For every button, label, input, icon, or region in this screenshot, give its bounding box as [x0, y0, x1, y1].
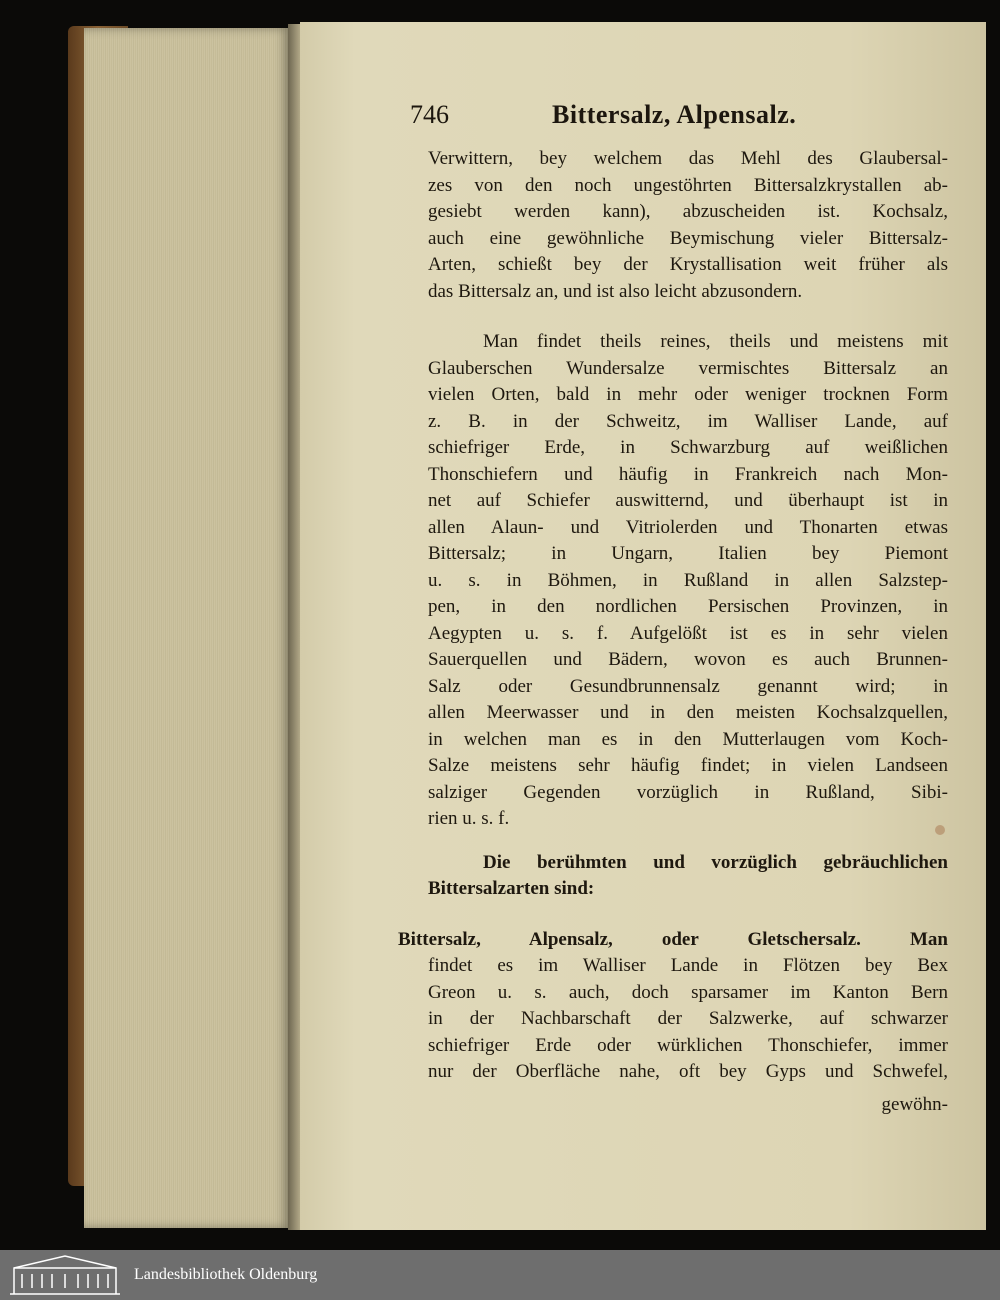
page-number: 746	[410, 100, 449, 129]
text-line: vielen Orten, bald in mehr oder weniger trocknen Form	[428, 384, 948, 405]
text-line: Greon u. s. auch, doch sparsamer im Kanton Bern	[428, 981, 948, 1003]
entry-bittersalz	[398, 927, 948, 1086]
text-line: in der Nachbarschaft der Salzwerke, auf schwarzer	[428, 1008, 948, 1029]
page-edges	[84, 28, 290, 1228]
text-line: Bittersalz; in Ungarn, Italien bey Piemont	[428, 543, 948, 564]
text-line: Man findet theils reines, theils und meistens mit	[483, 331, 948, 352]
text-line: u. s. in Böhmen, in Rußland in allen Salzstep-	[428, 569, 948, 591]
text-line: gesiebt werden kann), abzuscheiden ist. Kochsalz,	[428, 201, 948, 222]
text-line: schiefriger Erde, in Schwarzburg auf weißlichen	[428, 437, 948, 458]
text-line: nur der Oberfläche nahe, oft bey Gyps und Schwefel,	[428, 1061, 948, 1082]
text-line: salziger Gegenden vorzüglich in Rußland, Sibi-	[428, 781, 948, 803]
running-head: Bittersalz, Alpensalz.	[552, 100, 797, 129]
text-line: rien u. s. f.	[428, 808, 510, 829]
text-line: zes von den noch ungestöhrten Bittersalzkrystallen ab-	[428, 174, 948, 196]
text-line: allen Meerwasser und in den meisten Kochsalzquellen,	[428, 702, 948, 723]
library-building-logo-icon	[8, 1254, 122, 1296]
text-line: z. B. in der Schweitz, im Walliser Lande, auf	[428, 410, 948, 432]
paragraph-1	[428, 146, 948, 305]
page-header	[410, 100, 950, 134]
text-line: Verwittern, bey welchem das Mehl des Glaubersal-	[428, 148, 948, 169]
text-line: das Bittersalz an, und ist also leicht abzusondern.	[428, 280, 803, 302]
text-line: auch eine gewöhnliche Beymischung vieler Bittersalz-	[428, 227, 948, 249]
text-line: Die berühmten und vorzüglich gebräuchlichen	[483, 851, 948, 873]
text-line: net auf Schiefer auswitternd, und überhaupt ist in	[428, 490, 948, 511]
footer-bar	[0, 1250, 1000, 1300]
text-line: Salze meistens sehr häufig findet; in vielen Landseen	[428, 755, 948, 776]
text-line: Bittersalzarten sind:	[428, 878, 595, 899]
library-name: Landesbibliothek Oldenburg	[134, 1266, 318, 1283]
catchword: gewöhn-	[881, 1093, 948, 1115]
text-line: Arten, schießt bey der Krystallisation weit früher als	[428, 254, 948, 275]
text-line: in welchen man es in den Mutterlaugen vom Koch-	[428, 728, 948, 750]
entry-heading-line: Bittersalz, Alpensalz, oder Gletschersalz. Man	[398, 928, 948, 950]
text-line: Sauerquellen und Bädern, wovon es auch Brunnen-	[428, 649, 948, 670]
text-line: Thonschiefern und häufig in Frankreich nach Mon-	[428, 463, 948, 485]
page-body	[398, 146, 948, 1118]
text-line: findet es im Walliser Lande in Flötzen bey Bex	[428, 955, 948, 976]
paragraph-3	[428, 850, 948, 903]
paragraph-2	[428, 329, 948, 833]
text-line: schiefriger Erde oder würklichen Thonschiefer, immer	[428, 1034, 948, 1056]
text-line: Salz oder Gesundbrunnensalz genannt wird; in	[428, 675, 948, 697]
text-line: Glauberschen Wundersalze vermischtes Bittersalz an	[428, 357, 948, 379]
text-line: pen, in den nordlichen Persischen Provinzen, in	[428, 596, 948, 617]
text-line: Aegypten u. s. f. Aufgelößt ist es in sehr vielen	[428, 622, 948, 644]
text-line: allen Alaun- und Vitriolerden und Thonarten etwas	[428, 516, 948, 538]
